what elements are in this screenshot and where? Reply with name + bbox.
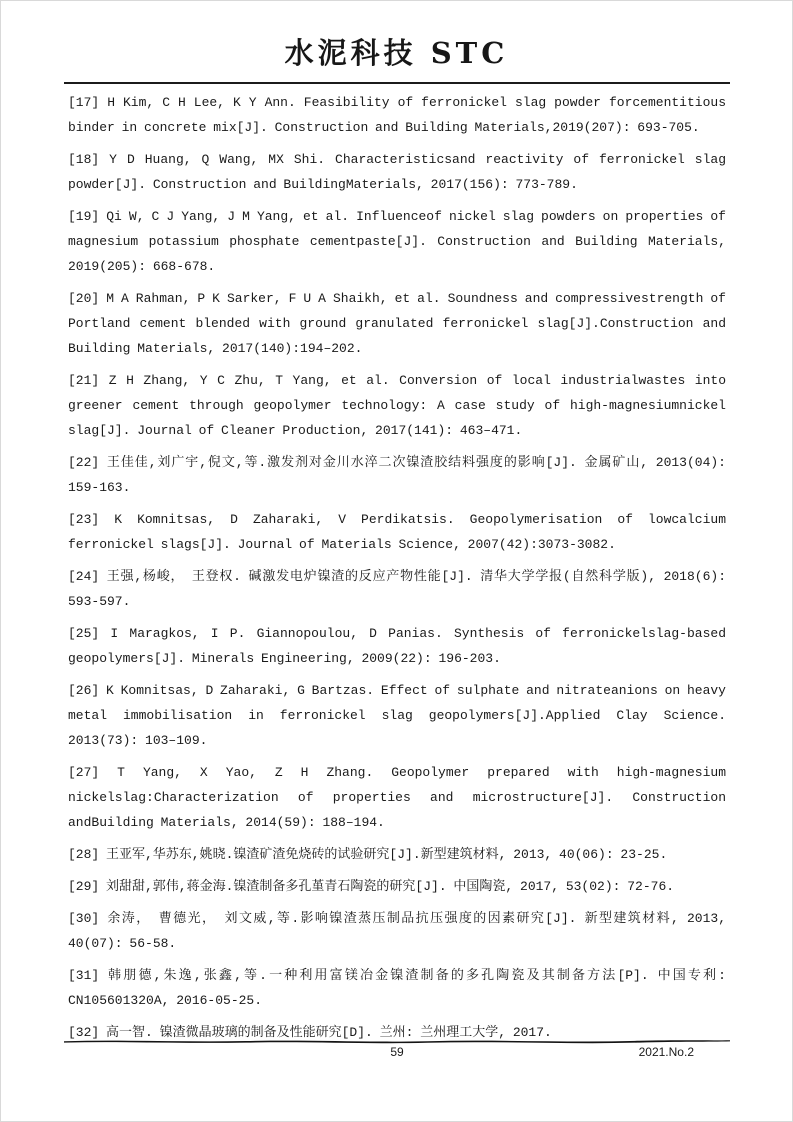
footer-issue-label: 2021.No.2 [638,1045,694,1059]
reference-item: [21] Z H Zhang, Y C Zhu, T Yang, et al. Conversion of local industrialwastes into greener cement through geopolymer technology: A case study of high-magnesiumnickel slag[J]. Journal of Cleaner Production, 2017(141): 463–471. [68,373,726,438]
reference-item: [24] 王强,杨峻， 王登权. 碱激发电炉镍渣的反应产物性能[J]. 清华大学学报(自然科学版), 2018(6): 593-597. [68,569,726,609]
footer-ornament-rule [64,1038,730,1045]
reference-item: [20] M A Rahman, P K Sarker, F U A Shaikh, et al. Soundness and compressivestrength of Portland cement blended with ground granulated ferronickel slag[J].Construction and Building Materials, 2017(140):194–202. [68,291,726,356]
page-footer [64,1045,730,1063]
reference-item: [29] 刘甜甜,郭伟,蒋金海.镍渣制备多孔堇青石陶瓷的研究[J]. 中国陶瓷, 2017, 53(02): 72-76. [68,879,675,894]
reference-item: [32] 高一智. 镍渣微晶玻璃的制备及性能研究[D]. 兰州: 兰州理工大学, 2017. [68,1025,552,1040]
footer-page-number: 59 [390,1045,404,1059]
reference-item: [31] 韩朋德,朱逸,张鑫,等.一种利用富镁冶金镍渣制备的多孔陶瓷及其制备方法[P]. 中国专利: CN105601320A, 2016-05-25. [68,968,726,1008]
reference-item: [22] 王佳佳,刘广宇,倪文,等.激发剂对金川水淬二次镍渣胶结料强度的影响[J]. 金属矿山, 2013(04): 159-163. [68,455,726,495]
reference-item: [26] K Komnitsas, D Zaharaki, G Bartzas. Effect of sulphate and nitrateanions on heavy metal immobilisation in ferronickel slag geopolymers[J].Applied Clay Science. 2013(73): 103–109. [68,683,726,748]
reference-item: [28] 王亚军,华苏东,姚晓.镍渣矿渣免烧砖的试验研究[J].新型建筑材料, 2013, 40(06): 23-25. [68,847,668,862]
header-rule [64,82,730,84]
reference-item: [18] Y D Huang, Q Wang, MX Shi. Characteristicsand reactivity of ferronickel slag powder[J]. Construction and BuildingMaterials, 2017(156): 773-789. [68,152,726,192]
journal-title: 水泥科技 STC [284,36,509,70]
reference-item: [27] T Yang, X Yao, Z H Zhang. Geopolymer prepared with high-magnesium nickelslag:Characterization of properties and microstructure[J]. Construction andBuilding Materials, 2014(59): 188–194. [68,765,726,830]
page-header [65,31,728,72]
reference-item: [23] K Komnitsas, D Zaharaki, V Perdikatsis. Geopolymerisation of lowcalcium ferronickel slags[J]. Journal of Materials Science, 2007(42):3073-3082. [68,512,726,552]
reference-list [68,90,726,1052]
reference-item: [25] I Maragkos, I P. Giannopoulou, D Panias. Synthesis of ferronickelslag-based geopolymers[J]. Minerals Engineering, 2009(22): 196-203. [68,626,726,666]
reference-item: [17] H Kim, C H Lee, K Y Ann. Feasibility of ferronickel slag powder forcementitious binder in concrete mix[J]. Construction and Building Materials,2019(207): 693-705. [68,95,726,135]
reference-item: [19] Qi W, C J Yang, J M Yang, et al. Influenceof nickel slag powders on properties of magnesium potassium phosphate cementpaste[J]. Construction and Building Materials, 2019(205): 668-678. [68,209,726,274]
reference-item: [30] 余涛， 曹德光， 刘文威,等.影响镍渣蒸压制品抗压强度的因素研究[J]. 新型建筑材料, 2013, 40(07): 56-58. [68,911,726,951]
